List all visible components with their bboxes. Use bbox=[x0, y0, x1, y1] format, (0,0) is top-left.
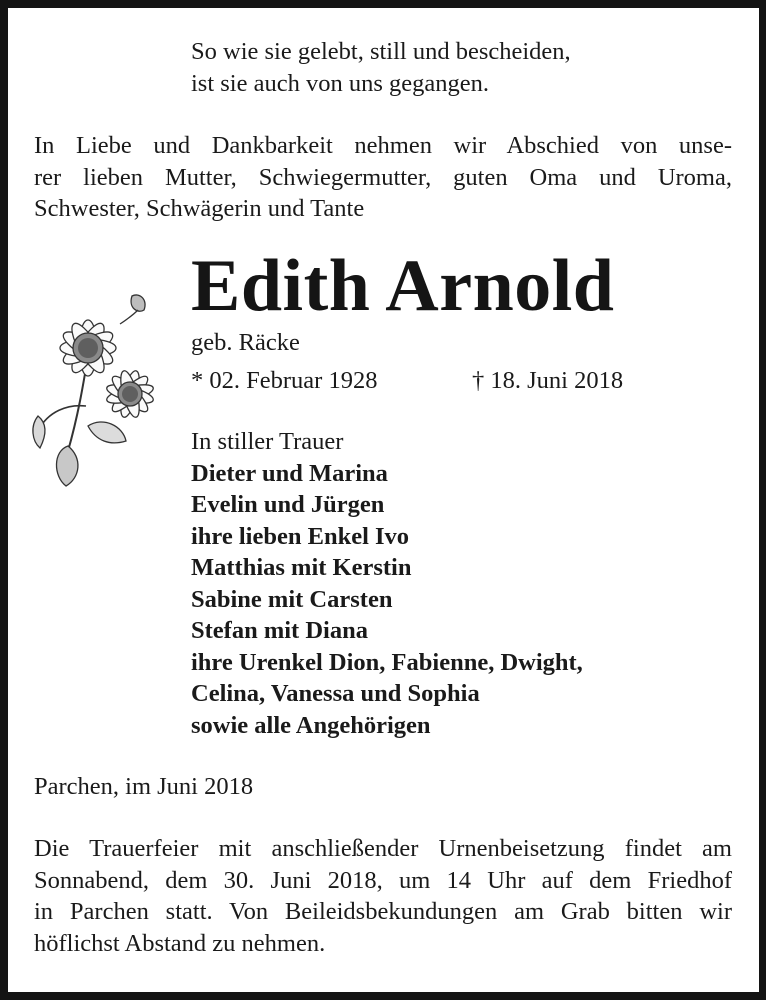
mourner-line: ihre lieben Enkel Ivo bbox=[191, 522, 410, 550]
death-date: † 18. Juni 2018 bbox=[472, 367, 624, 394]
mourner-line: Evelin und Jürgen bbox=[191, 491, 385, 518]
mourner-line: Stefan mit Diana bbox=[191, 617, 368, 644]
maiden-name: geb. Räcke bbox=[191, 329, 300, 356]
funeral-line-3: in Parchen statt. Von Beileidsbekundungen am Grab bitten wir bbox=[34, 898, 732, 925]
deceased-name: Edith Arnold bbox=[191, 245, 615, 327]
intro-paragraph bbox=[34, 130, 732, 225]
sunflower-icon bbox=[28, 286, 173, 496]
mourner-line: Sabine mit Carsten bbox=[191, 585, 393, 613]
birth-date: * 02. Februar 1928 bbox=[191, 367, 378, 394]
mourners-list bbox=[191, 426, 583, 741]
funeral-line-1: Die Trauerfeier mit anschließender Urnenbeisetzung findet am bbox=[34, 835, 732, 862]
mourner-line: Matthias mit Kerstin bbox=[191, 554, 412, 581]
mourners-heading: In stiller Trauer bbox=[191, 428, 344, 455]
intro-line-1: In Liebe und Dankbarkeit nehmen wir Abschied von unse- bbox=[34, 132, 732, 159]
mourner-line: Celina, Vanessa und Sophia bbox=[191, 680, 480, 707]
funeral-line-2: Sonnabend, dem 30. Juni 2018, um 14 Uhr auf dem Friedhof bbox=[34, 866, 732, 894]
mourner-line: ihre Urenkel Dion, Fabienne, Dwight, bbox=[191, 648, 583, 676]
funeral-line-4: höflichst Abstand zu nehmen. bbox=[34, 929, 326, 957]
poem-line-2: ist sie auch von uns gegangen. bbox=[191, 70, 490, 97]
place-date: Parchen, im Juni 2018 bbox=[34, 773, 254, 800]
intro-line-2: rer lieben Mutter, Schwiegermutter, guten Oma und Uroma, bbox=[34, 163, 732, 191]
mourner-line: sowie alle Angehörigen bbox=[191, 711, 431, 739]
funeral-paragraph bbox=[34, 833, 732, 959]
intro-line-3: Schwester, Schwägerin und Tante bbox=[34, 195, 365, 222]
mourner-line: Dieter und Marina bbox=[191, 459, 388, 487]
poem-line-1: So wie sie gelebt, still und bescheiden, bbox=[191, 38, 571, 65]
